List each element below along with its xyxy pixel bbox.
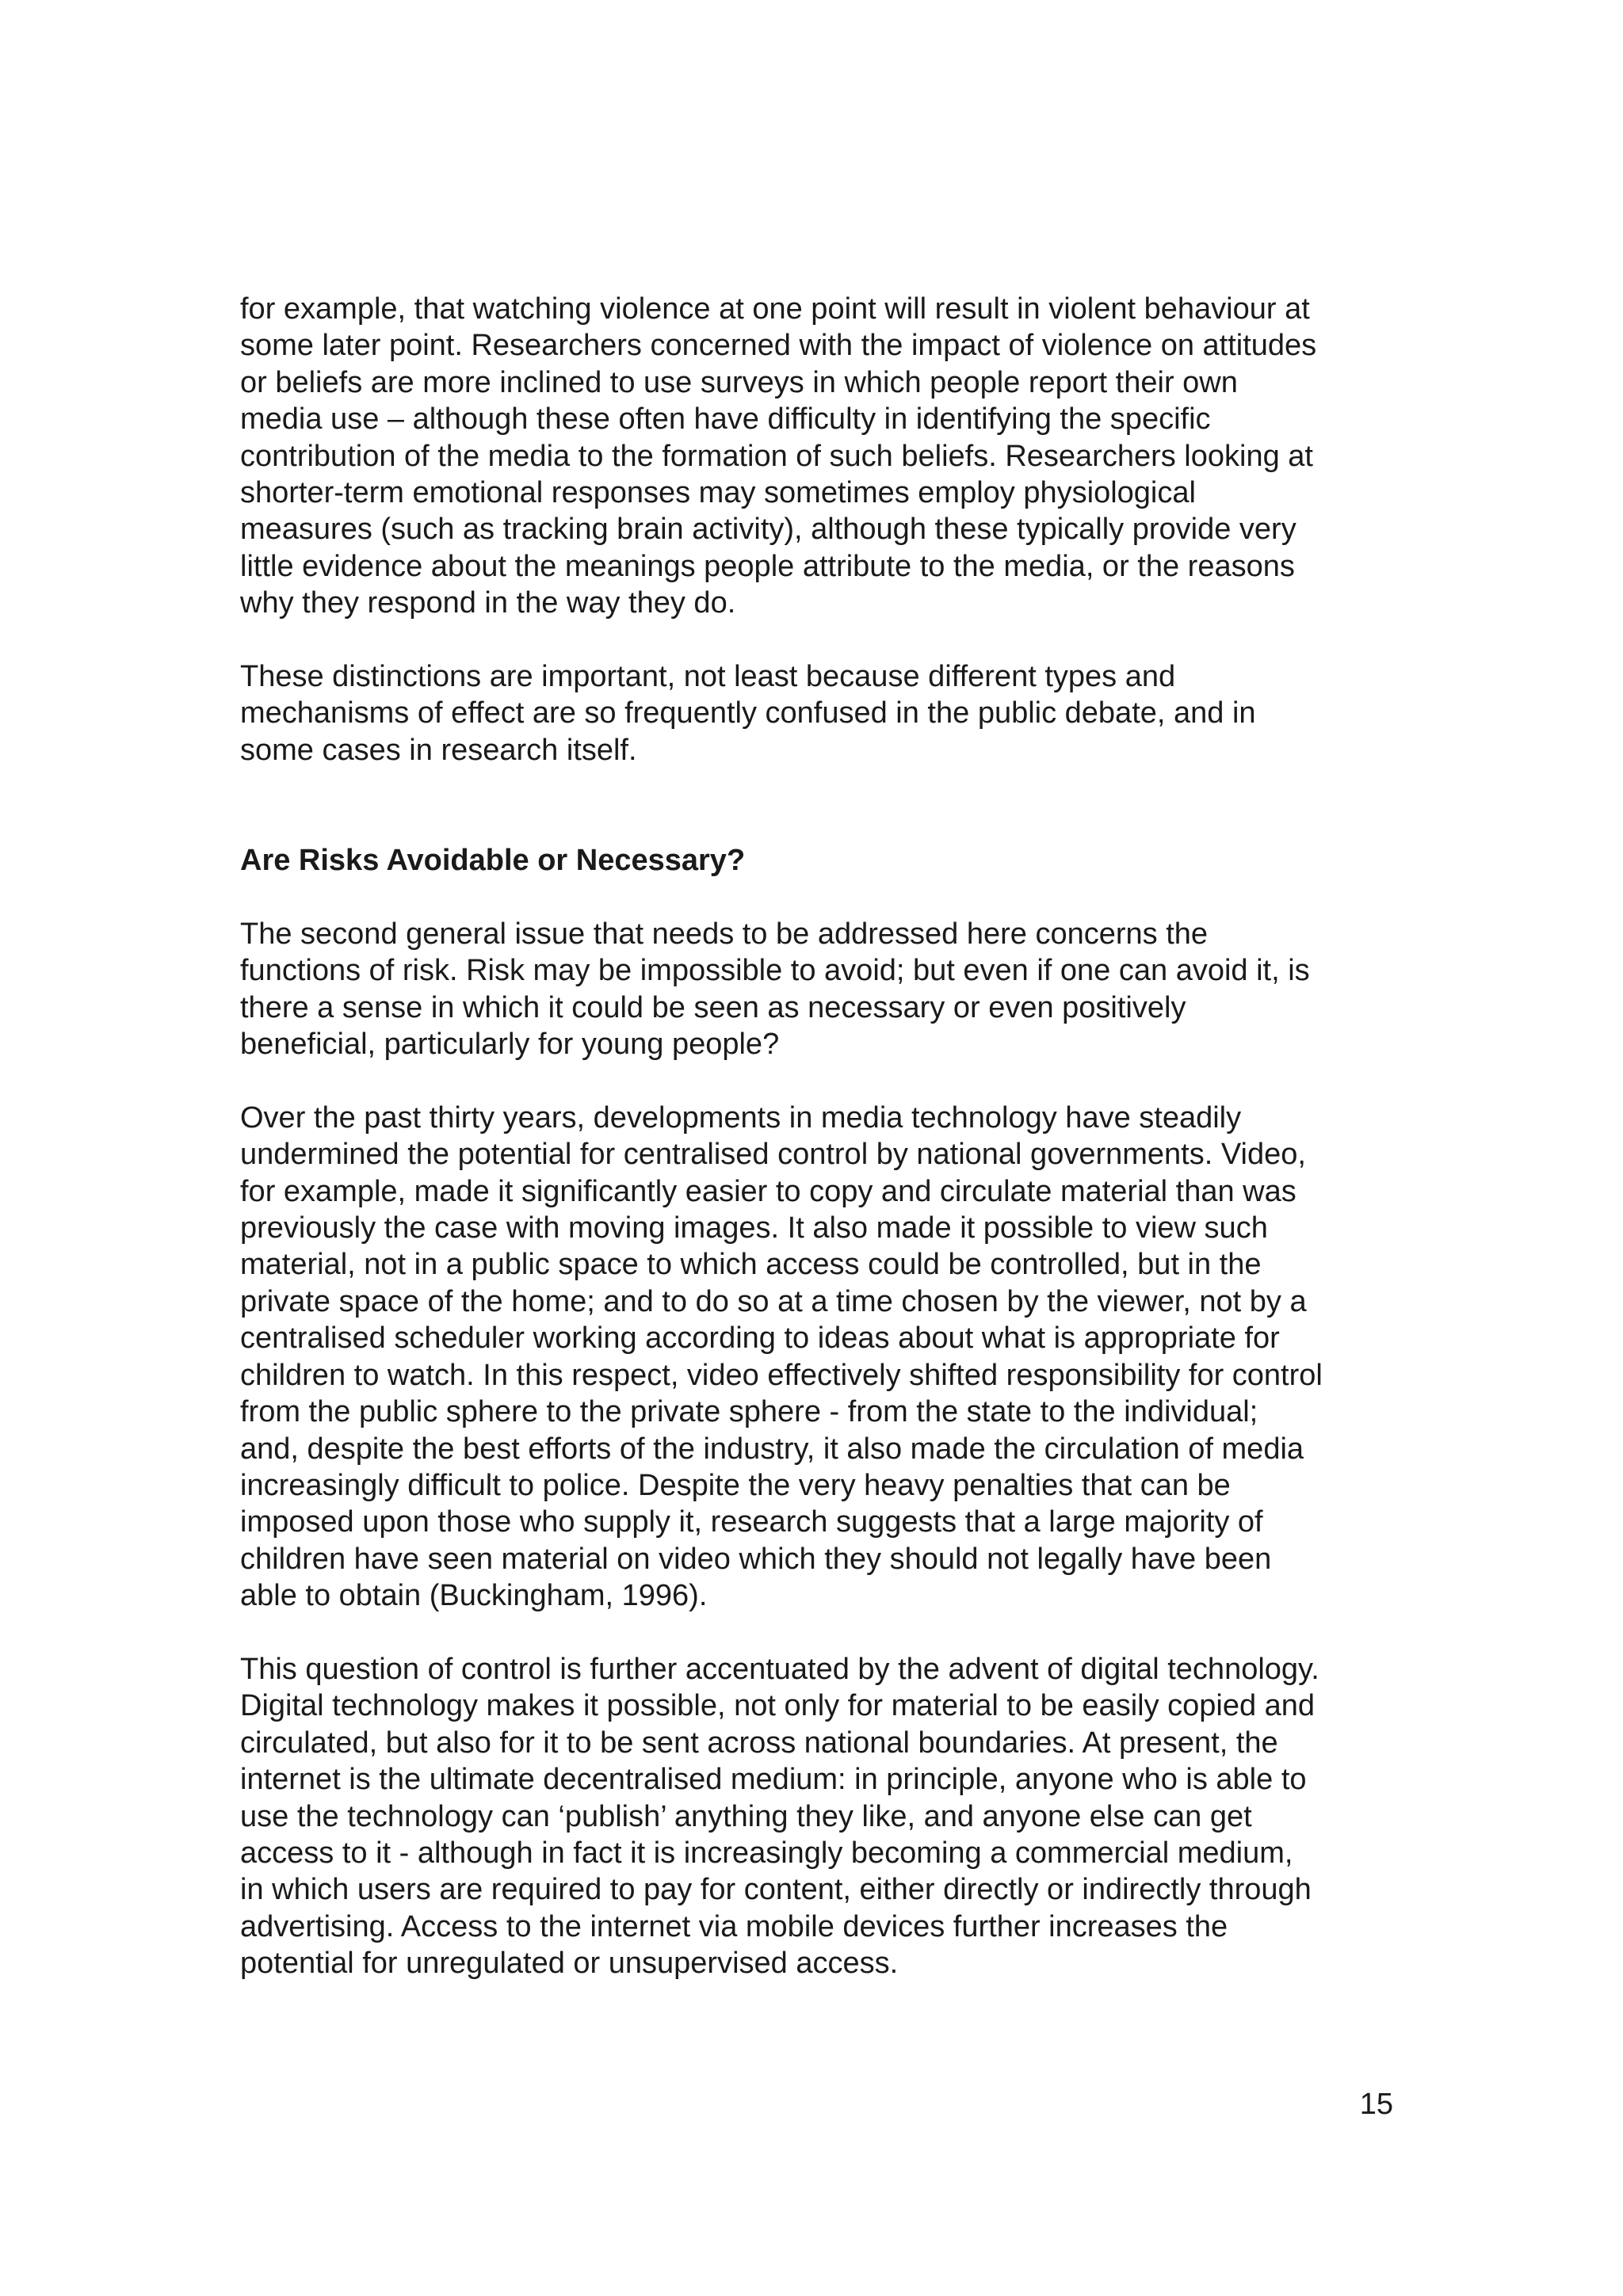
paragraph-digital-technology: This question of control is further accentuated by the advent of digital technology. Digital technology makes it possible, not only for material to be easily copied and circulated, but also for it to be sent across national boundaries. At present, the internet is the ultimate decentralised medium: in principle, anyone who is able to use the technology can ‘publish’ anything they like, and anyone else can get access to it - although in fact it is increasingly becoming a commercial medium, in which users are required to pay for content, either directly or indirectly through advertising. Access to the internet via mobile devices further increases the potential for unregulated or unsupervised access. <box>240 1652 1319 1981</box>
paragraph-distinctions: These distinctions are important, not least because different types and mechanisms of effect are so frequently confused in the public debate, and in some cases in research itself. <box>240 660 1256 767</box>
paragraph-functions-of-risk: The second general issue that needs to be addressed here concerns the functions of risk. Risk may be impossible to avoid; but even if one can avoid it, is there a sense in which it could be seen as necessary or even positively beneficial, particularly for young people? <box>240 917 1310 1062</box>
section-spacer <box>240 806 1399 842</box>
paragraph-media-technology: Over the past thirty years, developments in media technology have steadily undermined the potential for centralised control by national governments. Video, for example, made it significantly easier to copy and circulate material than was previously the case with moving images. It also made it possible to view such material, not in a public space to which access could be controlled, but in the private space of the home; and to do so at a time chosen by the viewer, not by a centralised scheduler working according to ideas about what is appropriate for children to watch. In this respect, video effectively shifted responsibility for control from the public sphere to the private sphere - from the state to the individual; and, despite the best efforts of the industry, it also made the circulation of media increasingly difficult to police. Despite the very heavy penalties that can be imposed upon those who supply it, research suggests that a large majority of children have seen material on video which they should not legally have been able to obtain (Buckingham, 1996). <box>240 1100 1323 1613</box>
paragraph-effects-methods: for example, that watching violence at one point will result in violent behaviour at some later point. Researchers concerned with the impact of violence on attitudes or beliefs are more inclined to use surveys in which people report their own media use – although these often have difficulty in identifying the specific contribution of the media to the formation of such beliefs. Researchers looking at shorter-term emotional responses may sometimes employ physiological measures (such as tracking brain activity), although these typically provide very little evidence about the meanings people attribute to the media, or the reasons why they respond in the way they do. <box>240 292 1317 620</box>
page-number: 15 <box>1359 2088 1393 2121</box>
section-heading: Are Risks Avoidable or Necessary? <box>240 844 746 878</box>
document-body <box>240 291 1399 2019</box>
